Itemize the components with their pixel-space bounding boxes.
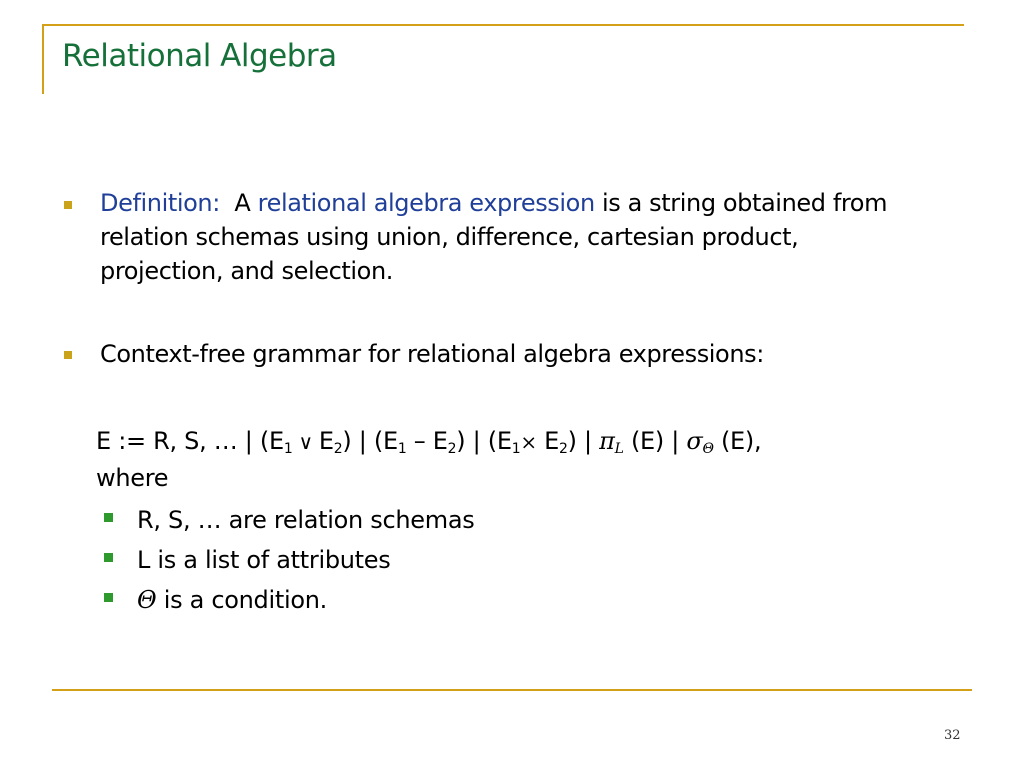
projection-subscript: L [614, 441, 624, 457]
definition-paragraph [100, 186, 980, 288]
difference-symbol: – E [406, 427, 448, 455]
grammar-end: (E), [713, 427, 762, 455]
page-number: 32 [944, 728, 961, 743]
definition-text-line2: relation schemas using union, difference, cartesian product, [100, 223, 799, 251]
selection-symbol: σ [686, 427, 703, 455]
grammar-subscript: 1 [397, 441, 407, 457]
bullet-marker-2 [64, 351, 72, 359]
sub-bullet-marker-2 [104, 553, 113, 562]
grammar-e2: E [536, 427, 559, 455]
grammar-subscript: 2 [559, 441, 568, 457]
union-symbol: ∨ [292, 430, 319, 454]
grammar-separator: ) | (E [456, 427, 512, 455]
definition-article: A [234, 189, 251, 217]
title-accent-vertical-line [42, 24, 44, 94]
sub-bullet-marker-1 [104, 513, 113, 522]
theta-symbol: Θ [137, 586, 157, 614]
grammar-subscript: 2 [447, 441, 457, 457]
product-symbol: × [520, 430, 537, 454]
where-label: where [96, 464, 169, 492]
definition-text-line1: is a string obtained from [602, 189, 888, 217]
slide-title: Relational Algebra [62, 38, 337, 74]
grammar-expression [96, 424, 761, 466]
selection-subscript: Θ [702, 441, 714, 457]
grammar-prefix: E := R, S, … | (E [96, 427, 284, 455]
title-accent-horizontal-line [42, 24, 964, 26]
grammar-separator: ) | (E [342, 427, 398, 455]
sub-bullet-marker-3 [104, 593, 113, 602]
grammar-subscript: 2 [333, 441, 343, 457]
sub-bullet-text-3: is a condition. [156, 586, 327, 614]
grammar-separator: ) | [567, 427, 600, 455]
sub-bullet-item-3 [137, 586, 327, 614]
footer-accent-line [52, 689, 972, 691]
bullet-marker-1 [64, 201, 72, 209]
grammar-intro: Context-free grammar for relational algebra expressions: [100, 340, 764, 368]
sub-bullet-text-2: L is a list of attributes [137, 546, 391, 574]
definition-text-line3: projection, and selection. [100, 257, 393, 285]
grammar-subscript: 1 [283, 441, 293, 457]
sub-bullet-text-1: R, S, … are relation schemas [137, 506, 475, 534]
grammar-e2: E [318, 427, 334, 455]
grammar-subscript: 1 [511, 441, 521, 457]
projection-symbol: π [599, 427, 615, 455]
grammar-separator: (E) | [623, 427, 687, 455]
definition-label: Definition: [100, 189, 220, 217]
definition-term: relational algebra expression [257, 189, 595, 217]
